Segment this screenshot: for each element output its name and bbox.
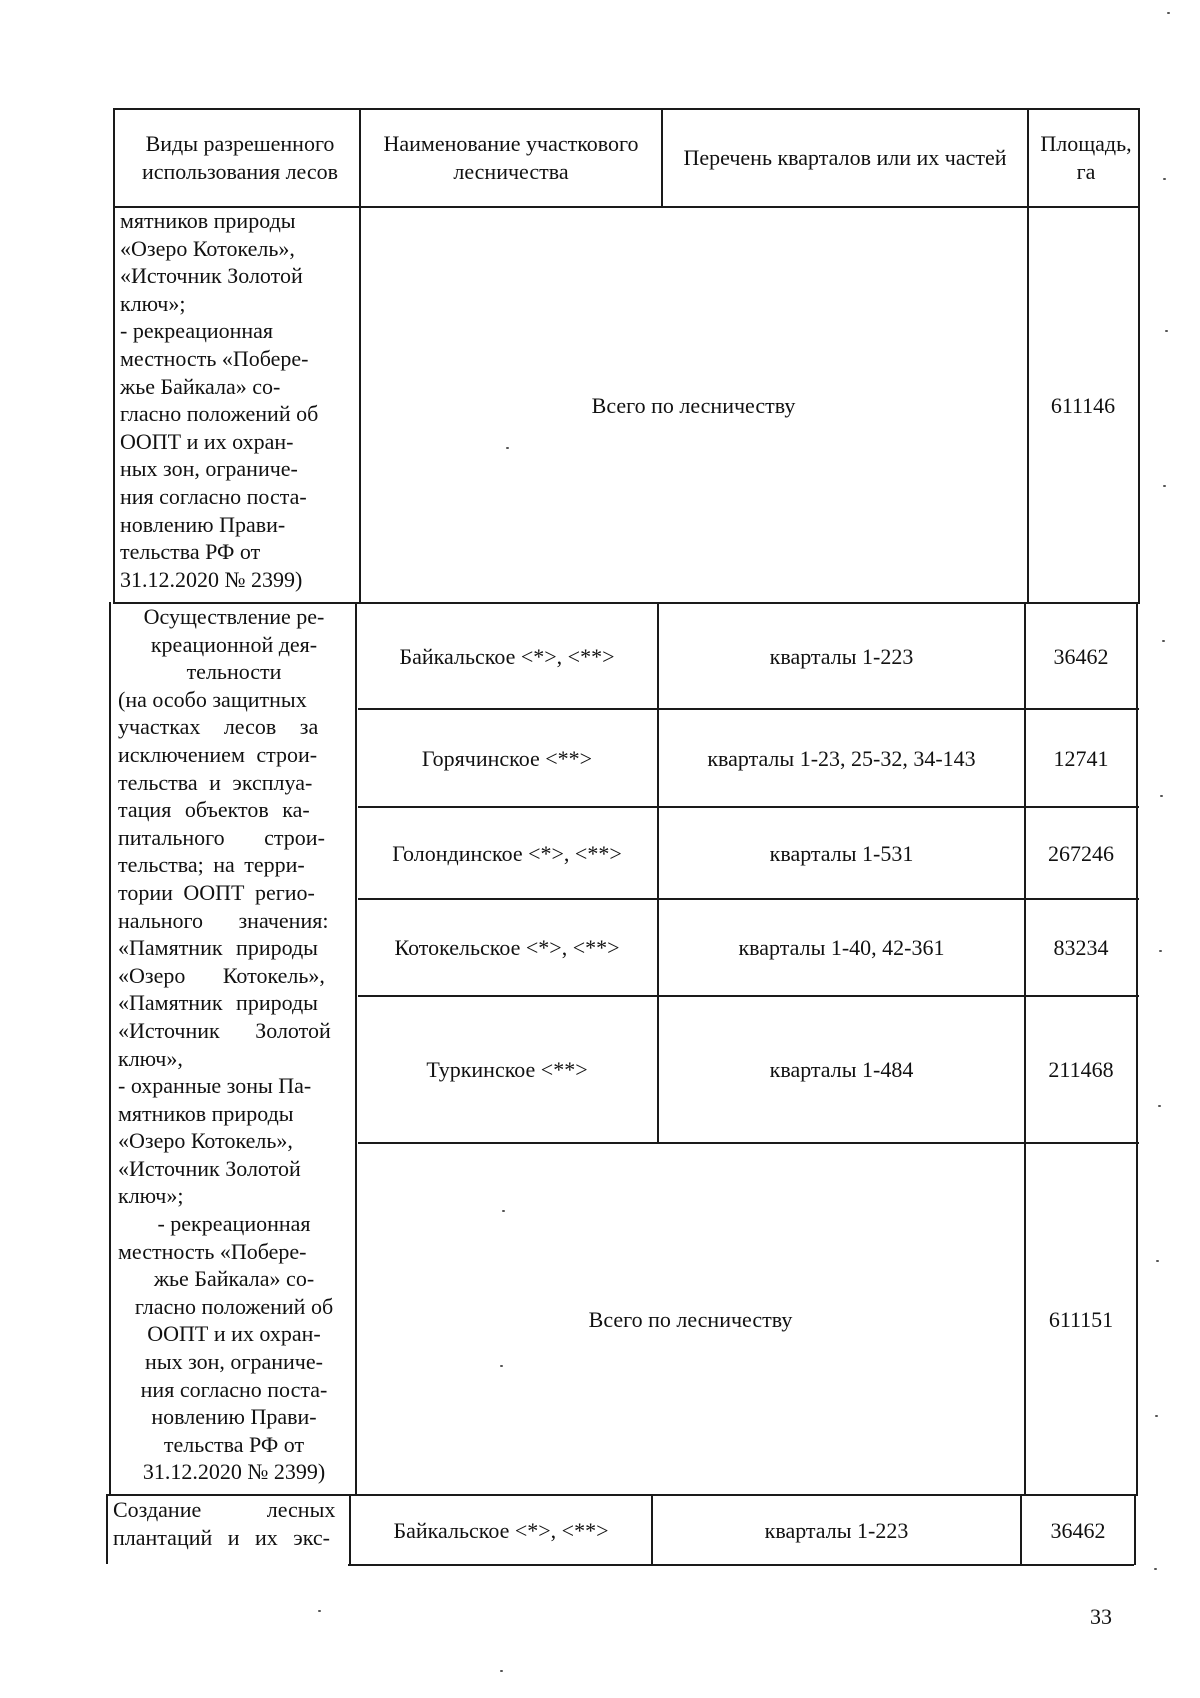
quarters-list: кварталы 1-40, 42-361 (738, 935, 945, 960)
text-line: местность «Побере- (120, 345, 309, 371)
text-line: ключ», (118, 1045, 183, 1071)
block1-usage-text (120, 207, 354, 593)
header-col2: Наименование участкового лесничества (383, 131, 639, 184)
text-line: ния согласно поста- (120, 483, 307, 509)
text-line: - охранные зоны Па- (118, 1073, 312, 1099)
text-line: жье Байкала» со- (153, 1266, 315, 1292)
scan-speck (1155, 1415, 1158, 1417)
text-line: - рекреационная (157, 1211, 311, 1237)
scan-speck (1167, 12, 1170, 14)
block2-usage-text (118, 603, 350, 1486)
text-line: «Источник Золотой (118, 1155, 301, 1181)
scan-speck (1163, 485, 1166, 487)
text-line: местность «Побере- (118, 1238, 307, 1264)
forestry-name: Котокельское <*>, <**> (394, 935, 620, 960)
text-line: «Памятник природы (118, 935, 318, 961)
text-line: «Источник Золотой (120, 263, 303, 289)
area-value: 211468 (1048, 1057, 1114, 1082)
text-line: гласно положений об (134, 1293, 334, 1319)
text-line: «Озеро Котокель», (118, 1128, 293, 1154)
text-line: ООПТ и их охран- (147, 1321, 321, 1347)
quarters-list: кварталы 1-223 (764, 1517, 909, 1543)
scan-speck (1160, 795, 1163, 797)
scan-speck (506, 447, 509, 449)
header-col1: Виды разрешенного использования лесов (141, 131, 339, 184)
scan-speck (318, 1610, 321, 1612)
col2-divider (661, 108, 663, 208)
text-line: 31.12.2020 № 2399) (120, 566, 303, 592)
area-value: 12741 (1053, 745, 1109, 771)
text-line: тории ООПТ регио- (118, 879, 315, 905)
text-line: жье Байкала» со- (120, 373, 281, 399)
text-line: тация объектов ка- (118, 797, 310, 823)
header-col3: Перечень кварталов или их частей (683, 145, 1007, 170)
scan-speck (1156, 1260, 1159, 1262)
forestry-name: Байкальское <*>, <**> (399, 643, 615, 669)
text-line: креационной дея- (150, 631, 318, 657)
table-left-border (106, 1494, 108, 1564)
text-line: ООПТ и их охран- (120, 428, 294, 454)
table-right-border (1136, 602, 1138, 1496)
text-line: ных зон, ограниче- (145, 1349, 323, 1375)
scan-speck (1154, 1568, 1157, 1570)
scan-speck (500, 1670, 503, 1672)
quarters-list: кварталы 1-484 (769, 1057, 914, 1082)
text-line: - рекреационная (120, 318, 274, 344)
table-right-border (1138, 108, 1140, 604)
text-line: «Озеро Котокель», (118, 962, 325, 988)
block1-total-area: 611146 (1050, 392, 1116, 418)
block2-total-area: 611151 (1048, 1306, 1114, 1332)
text-line: нального значения: (118, 907, 329, 933)
text-line: тельства РФ от (120, 539, 261, 565)
forestry-name: Голондинское <*>, <**> (392, 840, 622, 866)
forestry-name: Байкальское <*>, <**> (393, 1517, 609, 1543)
scan-speck (1159, 950, 1162, 952)
area-value: 83234 (1053, 935, 1109, 960)
scan-speck (1158, 1105, 1161, 1107)
text-line: «Памятник природы (118, 990, 318, 1016)
text-line: новлению Прави- (120, 511, 286, 537)
scan-speck (1163, 178, 1166, 180)
text-line: мятников природы (118, 1100, 294, 1126)
area-value: 36462 (1053, 643, 1109, 669)
page-number: 33 (1090, 1604, 1112, 1629)
text-line: тельства и эксплуа- (118, 769, 313, 795)
text-line: «Источник Золотой (118, 1017, 331, 1043)
scan-speck (1162, 640, 1165, 642)
text-line: ключ»; (120, 290, 186, 316)
text-line: питального строи- (118, 824, 325, 850)
block2-total-label: Всего по лесничеству (588, 1306, 793, 1332)
block1-total-label: Всего по лесничеству (591, 392, 796, 418)
text-line: тельства РФ от (163, 1431, 305, 1457)
text-line: (на особо защитных (118, 686, 307, 712)
text-line: Осуществление ре- (143, 604, 325, 629)
block3-usage-text (113, 1496, 345, 1551)
text-line: участках лесов за (118, 714, 319, 740)
text-line: «Озеро Котокель», (120, 235, 295, 261)
quarters-list: кварталы 1-23, 25-32, 34-143 (707, 745, 976, 771)
text-line: ных зон, ограниче- (120, 456, 298, 482)
quarters-list: кварталы 1-223 (769, 643, 914, 669)
text-line: мятников природы (120, 208, 296, 233)
text-line: исключением строи- (118, 741, 318, 767)
text-line: гласно положений об (120, 401, 319, 427)
scan-speck (502, 1210, 505, 1212)
text-line: ния согласно поста- (140, 1376, 328, 1402)
quarters-list: кварталы 1-531 (769, 840, 914, 866)
forestry-name: Горячинское <**> (421, 745, 593, 771)
text-line: 31.12.2020 № 2399) (142, 1459, 326, 1485)
table-right-border (1134, 1494, 1136, 1565)
text-line: тельства; на терри- (118, 852, 305, 878)
table-left-border (113, 108, 115, 604)
text-line: ключ»; (118, 1183, 184, 1209)
scan-speck (500, 1365, 503, 1367)
table-left-border (109, 602, 111, 1496)
area-value: 36462 (1050, 1517, 1106, 1543)
text-line: новлению Прави- (151, 1404, 317, 1430)
text-line: тельности (186, 659, 282, 685)
forestry-name: Туркинское <**> (426, 1057, 588, 1082)
scan-speck (1165, 330, 1168, 332)
table-bottom-border (348, 1564, 1134, 1566)
text-line: плантаций и их экс- (113, 1524, 330, 1550)
area-value: 267246 (1048, 840, 1114, 866)
header-col4: Площадь, га (1040, 131, 1132, 184)
text-line: Создание лесных (113, 1497, 336, 1522)
